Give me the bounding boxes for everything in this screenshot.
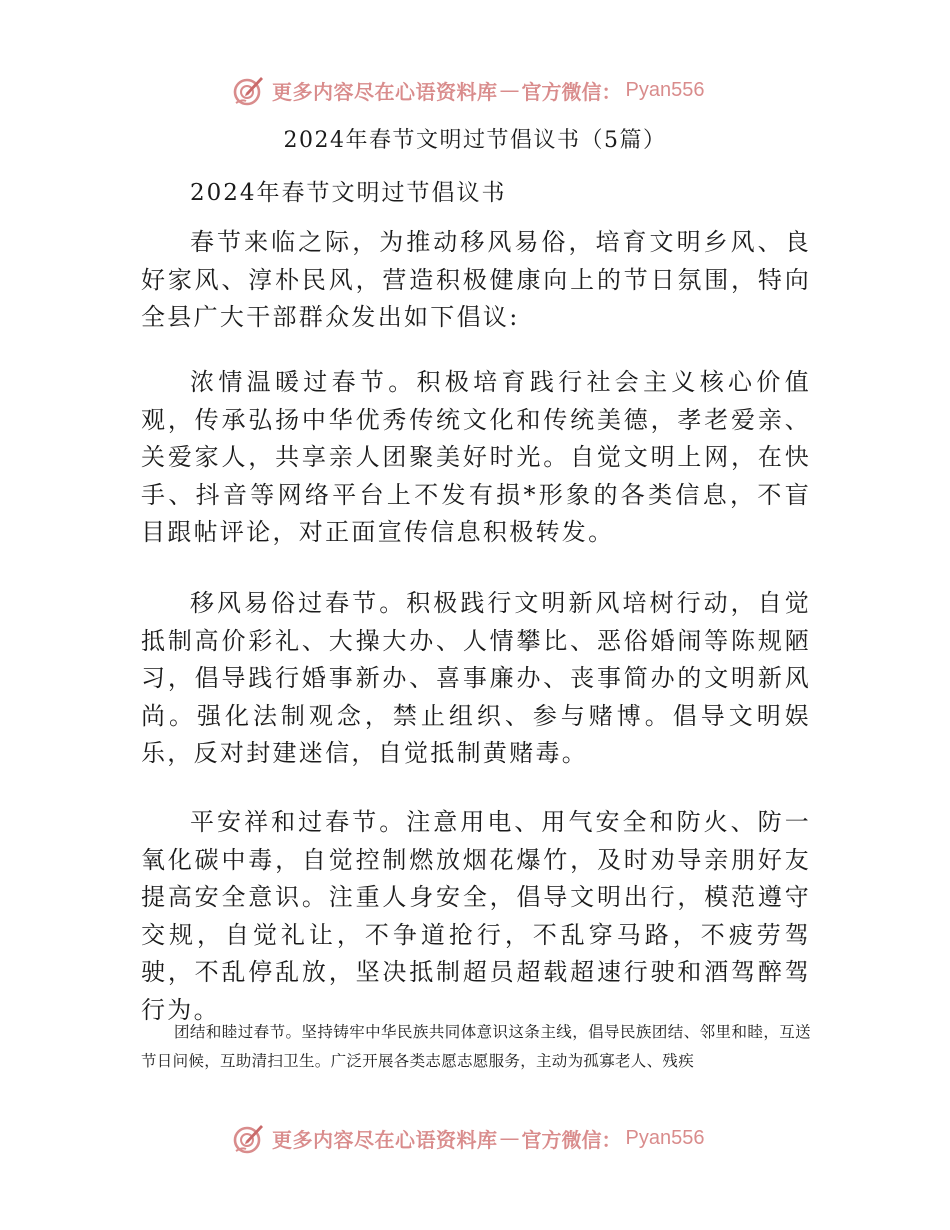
watermark-wechat-label: 官方微信： (521, 1127, 622, 1152)
watermark-wechat-id: Pyan556 (625, 1126, 705, 1149)
watermark-wechat-id: Pyan556 (625, 78, 705, 101)
paragraph-unity: 团结和睦过春节。坚持铸牢中华民族共同体意识这条主线，倡导民族团结、邻里和睦，互送节日问候，互助清扫卫生。广泛开展各类志愿志愿服务，主动为孤寡老人、残疾 (141, 1023, 811, 1070)
watermark-text: 更多内容尽在心语资料库 (272, 79, 498, 104)
paragraph-safety: 平安祥和过春节。注意用电、用气安全和防火、防一氧化碳中毒，自觉控制燃放烟花爆竹，及时劝导亲朋好友提高安全意识。注重人身安全，倡导文明出行，模范遵守交规，自觉礼让，不争道抢行，不乱穿马路，不疲劳驾驶，不乱停乱放，坚决抵制超员超载超速行驶和酒驾醉驾行为。 (141, 808, 811, 1024)
pen-logo-icon (232, 1121, 266, 1155)
footer-watermark (232, 1118, 704, 1158)
watermark-wechat-label: 官方微信： (521, 79, 622, 104)
watermark-separator: — (499, 78, 520, 102)
paragraph-warm-festival: 浓情温暖过春节。积极培育践行社会主义核心价值观，传承弘扬中华优秀传统文化和传统美德，孝老爱亲、关爱家人，共享亲人团聚美好时光。自觉文明上网，在快手、抖音等网络平台上不发有损*形象的各类信息，不盲目跟帖评论，对正面宣传信息积极转发。 (141, 368, 811, 546)
pen-logo-icon (232, 73, 266, 107)
paragraph-customs-reform: 移风易俗过春节。积极践行文明新风培树行动，自觉抵制高价彩礼、大操大办、人情攀比、恶俗婚闹等陈规陋习，倡导践行婚事新办、喜事廉办、丧事简办的文明新风尚。强化法制观念，禁止组织、参与赌博。倡导文明娱乐，反对封建迷信，自觉抵制黄赌毒。 (141, 589, 811, 767)
paragraph-intro: 春节来临之际，为推动移风易俗，培育文明乡风、良好家风、淳朴民风，营造积极健康向上的节日氛围，特向全县广大干部群众发出如下倡议: (141, 228, 811, 331)
watermark-text: 更多内容尽在心语资料库 (272, 1127, 498, 1152)
document-subtitle: 2024年春节文明过节倡议书 (190, 180, 507, 206)
header-watermark (232, 70, 704, 110)
watermark-separator: — (499, 1126, 520, 1150)
document-title: 2024年春节文明过节倡议书（5篇） (283, 128, 667, 153)
